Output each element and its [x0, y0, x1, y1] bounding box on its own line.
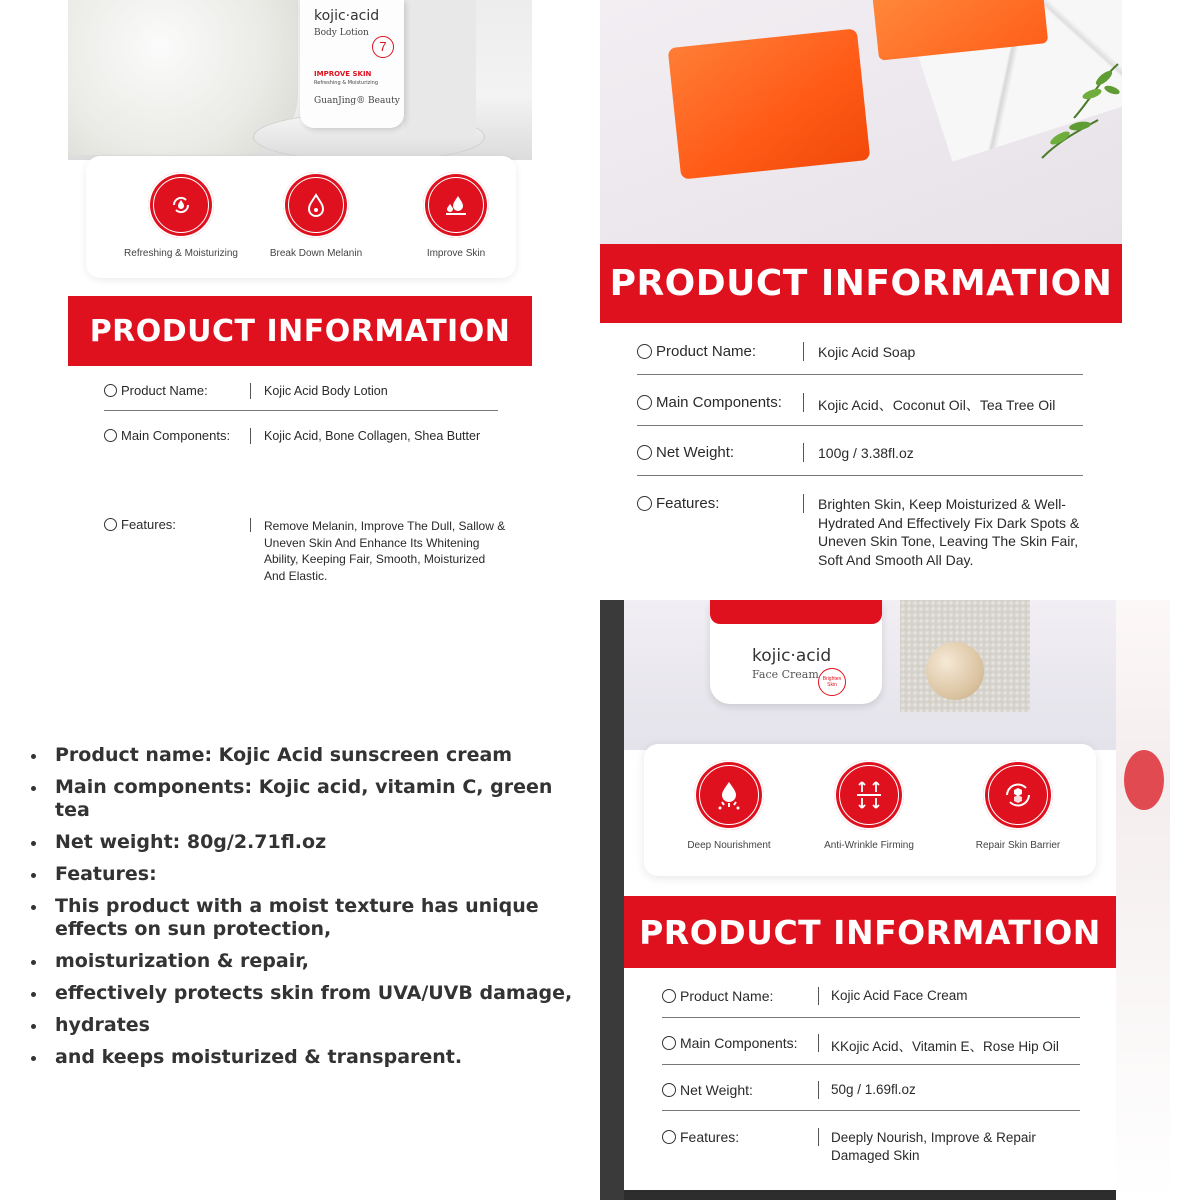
row-divider — [662, 1064, 1080, 1065]
separator — [250, 518, 251, 532]
benefit-anti-wrinkle — [804, 760, 934, 851]
row-divider — [104, 410, 498, 411]
list-item: moisturization & repair, — [28, 950, 588, 973]
radio-bullet-icon — [637, 344, 652, 359]
separator — [250, 383, 251, 399]
soap-info-panel — [600, 0, 1122, 590]
info-value: 50g / 1.69fl.oz — [831, 1082, 916, 1097]
list-item: effectively protects skin from UVA/UVB damage, — [28, 982, 588, 1005]
info-row-product-name — [104, 383, 208, 398]
info-value: Kojic Acid Soap — [818, 344, 916, 360]
info-row-main-components — [104, 428, 230, 443]
info-label: Main Components: — [656, 394, 782, 411]
separator — [803, 393, 804, 412]
info-label: Features: — [656, 495, 720, 512]
benefit-repair-barrier — [948, 760, 1088, 851]
info-value: Deeply Nourish, Improve & Repair Damaged Skin — [831, 1130, 1036, 1163]
list-item: Main components: Kojic acid, vitamin C, green tea — [28, 776, 588, 822]
benefit-melanin — [246, 172, 386, 259]
info-row-product-name — [637, 343, 756, 360]
benefits-card — [644, 744, 1096, 876]
info-value: Remove Melanin, Improve The Dull, Sallow & Uneven Skin And Enhance Its Whitening Ability, Keeping Fair, Smooth, Moisturized And Elastic. — [264, 519, 506, 583]
sunscreen-bullet-list — [28, 744, 588, 1078]
radio-bullet-icon — [637, 395, 652, 410]
radio-bullet-icon — [104, 384, 117, 397]
info-label: Product Name: — [656, 343, 757, 360]
background-page — [600, 600, 624, 1200]
rattan-ball-image — [926, 642, 984, 700]
info-value: Kojic Acid、Coconut Oil、Tea Tree Oil — [818, 397, 1056, 413]
radio-bullet-icon — [662, 1036, 676, 1050]
info-row-main-components — [637, 394, 782, 411]
bottle-maker: GuanJing® Beauty — [314, 96, 400, 106]
second-bottle-image — [404, 0, 476, 138]
info-row-features — [662, 1129, 739, 1145]
benefit-label: Deep Nourishment — [687, 840, 771, 851]
row-divider — [662, 1017, 1080, 1018]
info-label: Product Name: — [121, 383, 208, 398]
melanin-drop-icon — [283, 172, 349, 238]
body-lotion-photo — [68, 0, 532, 160]
list-item: hydrates — [28, 1014, 588, 1037]
info-label: Features: — [121, 517, 176, 532]
separator — [803, 494, 804, 513]
benefit-label: Break Down Melanin — [269, 248, 363, 259]
info-row-main-components — [662, 1035, 798, 1051]
radio-bullet-icon — [662, 1130, 676, 1144]
radio-bullet-icon — [637, 445, 652, 460]
benefit-deep-nourishment — [664, 760, 794, 851]
repair-barrier-icon — [983, 760, 1053, 830]
info-value: Brighten Skin, Keep Moisturized & Well-Hydrated And Effectively Fix Dark Spots & Uneven Skin Tone, Leaving The Skin Fair, Soft And Smooth All Day. — [818, 496, 1080, 568]
benefit-label: Anti-Wrinkle Firming — [824, 840, 914, 851]
background-page — [1116, 600, 1170, 1200]
improve-skin-drops-icon — [423, 172, 489, 238]
radio-bullet-icon — [662, 1083, 676, 1097]
info-value: 100g / 3.38fl.oz — [818, 445, 914, 461]
info-value: Kojic Acid Body Lotion — [264, 384, 388, 398]
product-info-banner: PRODUCT INFORMATION — [624, 896, 1116, 968]
lotion-bottle-image — [300, 0, 404, 128]
jar-product: Face Cream — [752, 668, 819, 681]
row-divider — [637, 425, 1083, 426]
info-label: Features: — [680, 1129, 740, 1145]
face-cream-info-panel — [624, 600, 1116, 1190]
info-value: KKojic Acid、Vitamin E、Rose Hip Oil — [831, 1039, 1059, 1054]
product-info-banner: PRODUCT INFORMATION — [600, 244, 1122, 323]
separator — [803, 443, 804, 462]
row-divider — [637, 475, 1083, 476]
benefit-label: Repair Skin Barrier — [975, 840, 1061, 851]
list-item: and keeps moisturized & transparent. — [28, 1046, 588, 1069]
list-item: Features: — [28, 863, 588, 886]
list-item: This product with a moist texture has unique effects on sun protection, — [28, 895, 588, 941]
anti-wrinkle-arrows-icon — [834, 760, 904, 830]
list-item: Product name: Kojic Acid sunscreen cream — [28, 744, 588, 767]
bottle-badge: 7 — [372, 36, 394, 58]
row-divider — [662, 1110, 1080, 1111]
info-value: Kojic Acid Face Cream — [831, 988, 968, 1003]
bottle-brand: kojic·acid — [314, 8, 380, 24]
bottle-product: Body Lotion — [314, 28, 369, 38]
refresh-drops-icon — [148, 172, 214, 238]
product-info-banner: PRODUCT INFORMATION — [68, 296, 532, 366]
radio-bullet-icon — [104, 429, 117, 442]
jar-lid-image — [710, 600, 882, 624]
radio-bullet-icon — [104, 518, 117, 531]
list-item: Net weight: 80g/2.71fl.oz — [28, 831, 588, 854]
info-label: Net Weight: — [656, 444, 735, 461]
info-row-net-weight — [637, 444, 734, 461]
info-row-product-name — [662, 988, 773, 1004]
deep-nourishment-icon — [694, 760, 764, 830]
row-divider — [637, 374, 1083, 375]
benefit-improve — [386, 172, 526, 259]
info-label: Main Components: — [680, 1035, 798, 1051]
bottle-sub: Refreshing & Moisturizing — [314, 80, 378, 86]
separator — [803, 342, 804, 361]
info-row-features — [637, 495, 719, 512]
info-label: Product Name: — [680, 988, 774, 1004]
soap-photo — [600, 0, 1122, 244]
benefit-label: Refreshing & Moisturizing — [124, 248, 238, 259]
face-cream-photo — [624, 600, 1116, 750]
radio-bullet-icon — [662, 989, 676, 1003]
separator — [818, 1081, 819, 1099]
info-value: Kojic Acid, Bone Collagen, Shea Butter — [264, 429, 481, 443]
body-lotion-info-panel — [68, 0, 532, 600]
leaf-icon — [1040, 110, 1100, 160]
jar-brand: kojic·acid — [752, 646, 832, 666]
radio-bullet-icon — [637, 496, 652, 511]
info-label: Main Components: — [121, 428, 231, 443]
separator — [818, 1128, 819, 1146]
separator — [818, 987, 819, 1005]
info-label: Net Weight: — [680, 1082, 753, 1098]
separator — [818, 1034, 819, 1052]
separator — [250, 428, 251, 444]
info-row-features — [104, 517, 176, 532]
face-cream-screenshot — [600, 600, 1170, 1200]
bottle-claim: IMPROVE SKIN — [314, 70, 372, 78]
benefits-card — [86, 156, 516, 278]
info-row-net-weight — [662, 1082, 753, 1098]
soap-bar-image — [668, 28, 871, 179]
benefit-label: Improve Skin — [426, 248, 486, 259]
benefit-refreshing — [106, 172, 256, 259]
jar-seal: Brighten Skin — [818, 668, 846, 696]
